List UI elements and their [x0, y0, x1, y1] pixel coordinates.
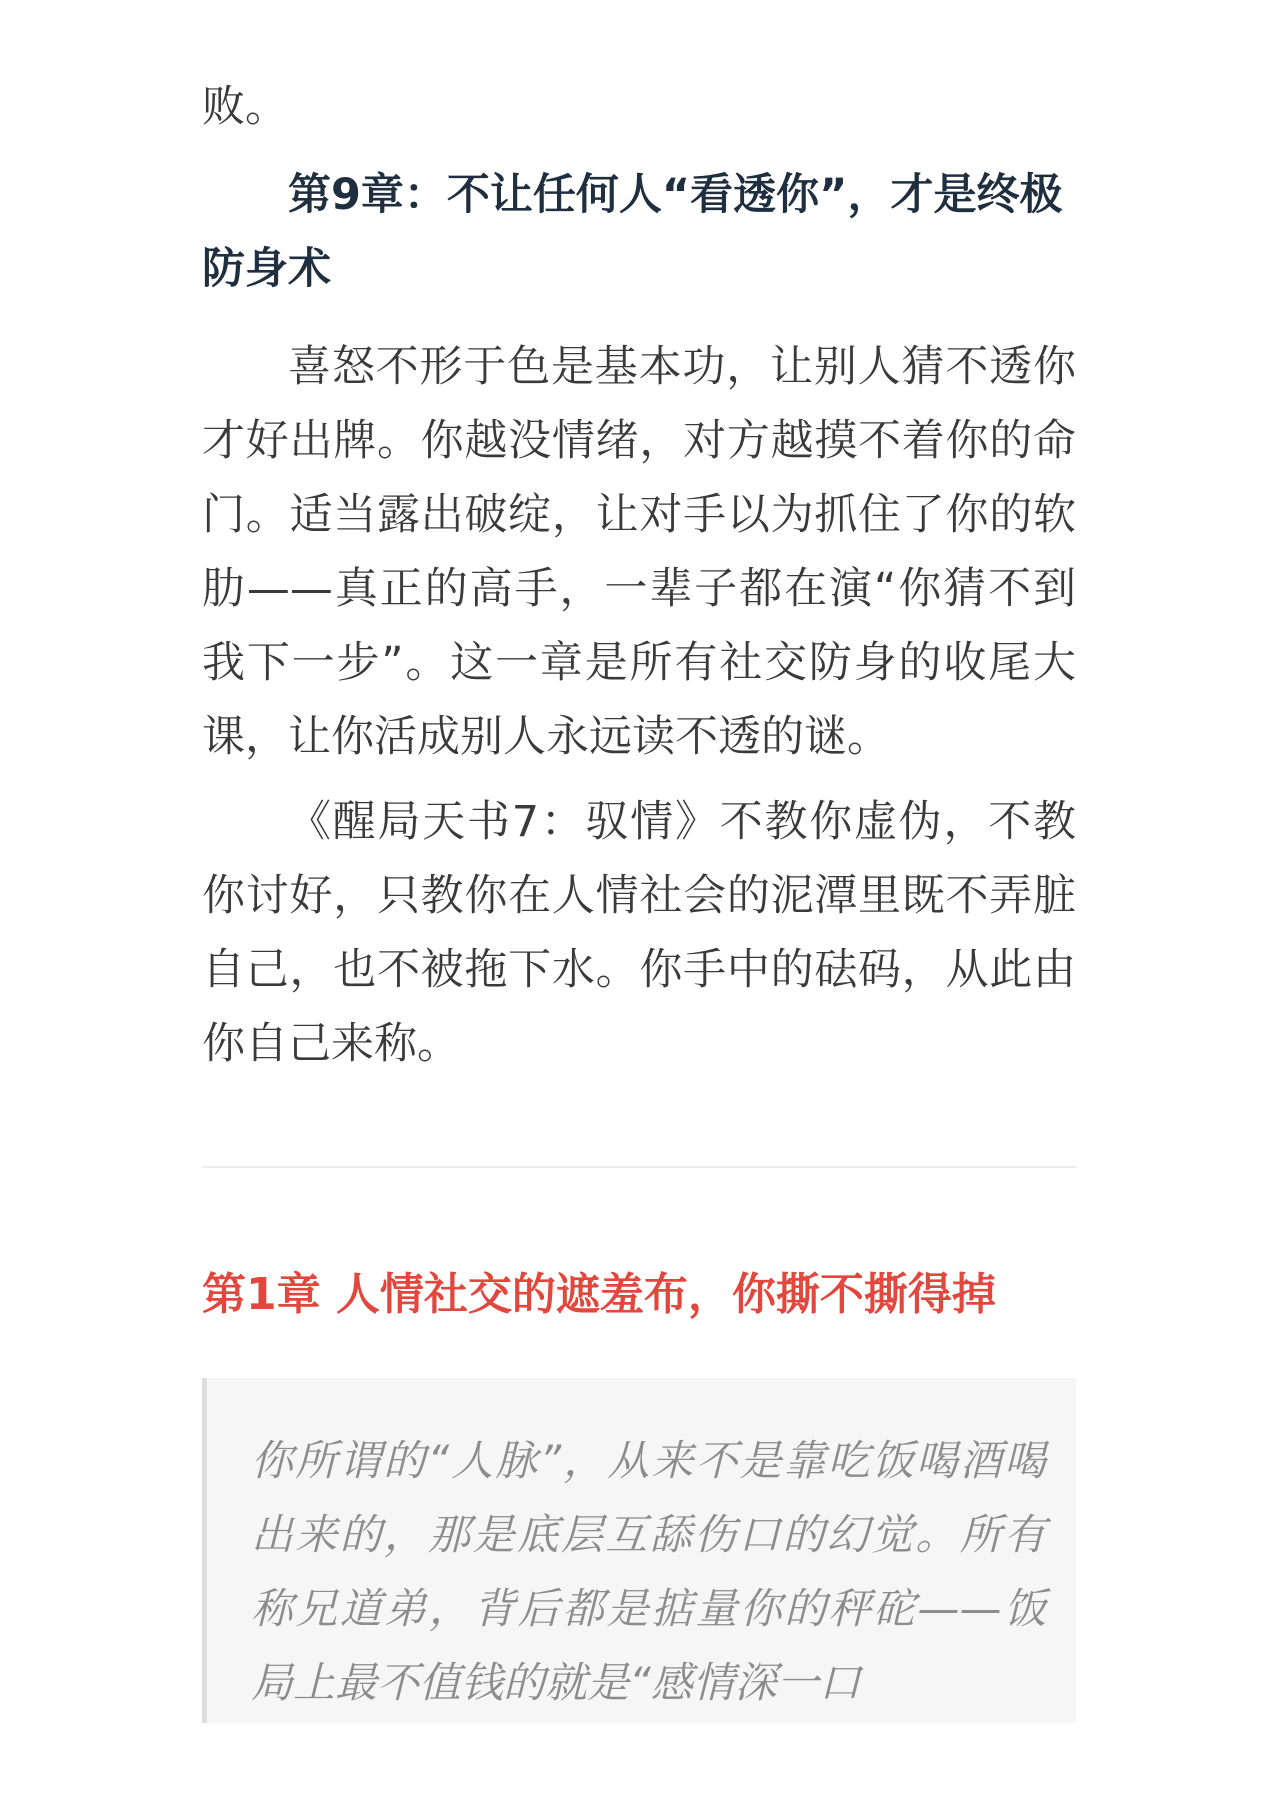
- paragraph-fragment: 败。: [202, 82, 288, 132]
- blockquote-text: 你所谓的“人脉”，从来不是靠吃饭喝酒喝出来的，那是底层互舔伤口的幻觉。所有称兄道弟，背后都是掂量你的秤砣——饭局上最不值钱的就是“感情深一口: [251, 1436, 1046, 1707]
- closing-paragraph: 《醒局天书7：驭情》不教你虚伪，不教你讨好，只教你在人情社会的泥潭里既不弄脏自己，也不被拖下水。你手中的砝码，从此由你自己来称。: [202, 797, 1076, 1069]
- chapter-9-heading: 第9章：不让任何人“看透你”，才是终极防身术: [202, 170, 1063, 294]
- section-divider: [202, 1166, 1076, 1168]
- chapter-9-paragraph: 喜怒不形于色是基本功，让别人猜不透你才好出牌。你越没情绪，对方越摸不着你的命门。适当露出破绽，让对手以为抓住了你的软肋——真正的高手，一辈子都在演“你猜不到我下一步”。这一章是所有社交防身的收尾大课，让你活成别人永远读不透的谜。: [202, 342, 1076, 762]
- chapter-1-heading: 第1章 人情社交的遮羞布，你撕不撕得掉: [202, 1269, 996, 1320]
- blockquote: [202, 1378, 1076, 1723]
